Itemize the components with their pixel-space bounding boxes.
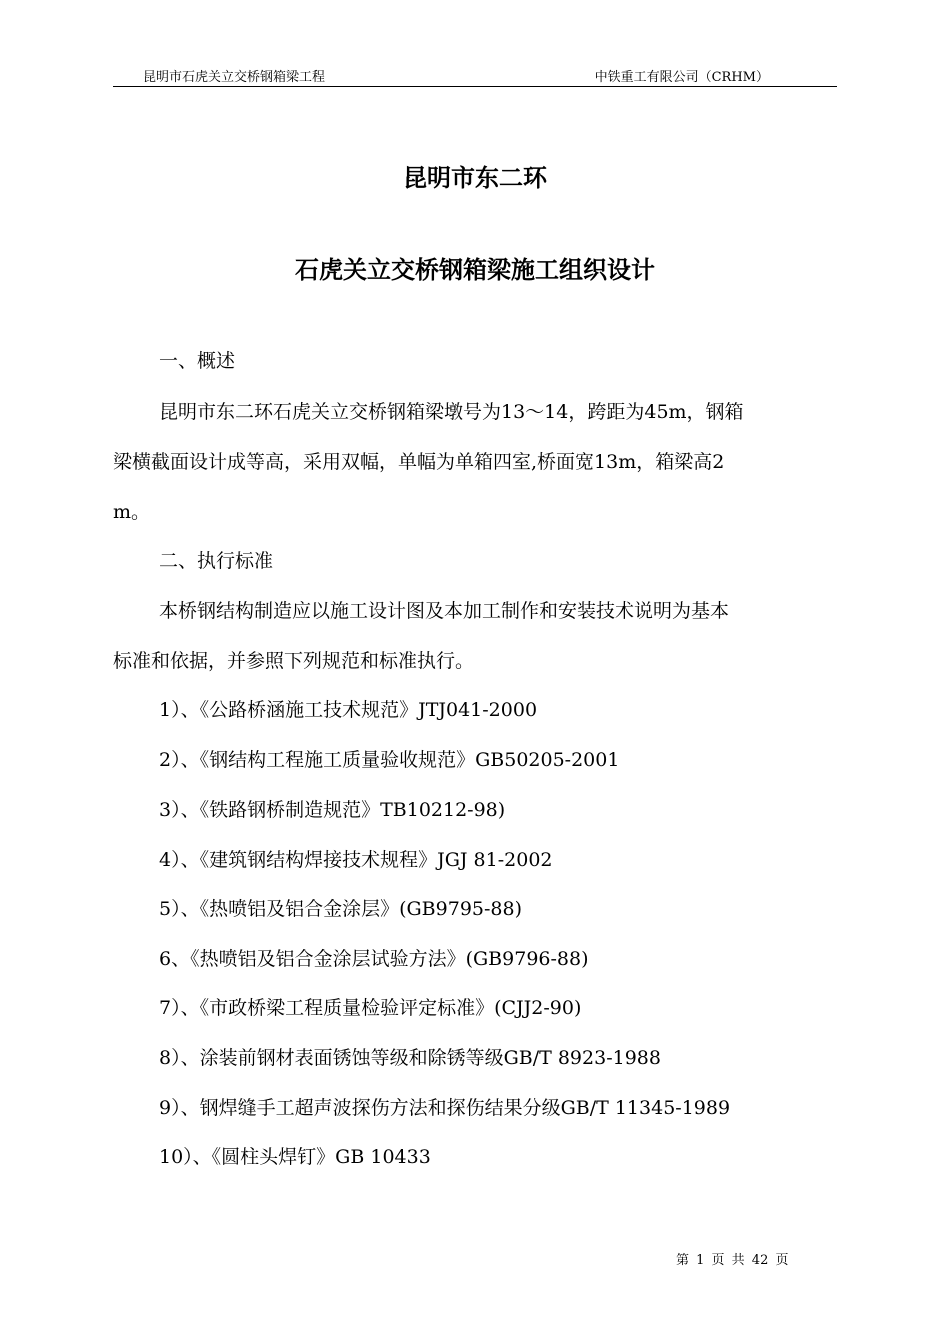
standard-item: 3）、《铁路钢桥制造规范》TB10212-98)	[159, 799, 506, 821]
standard-item: 10）、《圆柱头焊钉》GB 10433	[159, 1146, 431, 1168]
section2-paragraph-line2: 标准和依据，并参照下列规范和标准执行。	[113, 650, 475, 672]
section1-paragraph-line3: m。	[113, 501, 151, 523]
section1-paragraph-line2: 梁横截面设计成等高，采用双幅，单幅为单箱四室,桥面宽13m，箱梁高2	[113, 451, 725, 473]
section1-heading: 一、概述	[159, 350, 236, 372]
standard-item: 9）、钢焊缝手工超声波探伤方法和探伤结果分级GB/T 11345-1989	[159, 1097, 731, 1119]
standard-item: 6、《热喷铝及铝合金涂层试验方法》(GB9796-88)	[159, 948, 589, 970]
standard-item: 7）、《市政桥梁工程质量检验评定标准》(CJJ2-90)	[159, 997, 582, 1019]
standard-item: 4）、《建筑钢结构焊接技术规程》JGJ 81-2002	[159, 849, 553, 871]
standard-item: 2）、《钢结构工程施工质量验收规范》GB50205-2001	[159, 749, 620, 771]
standard-item: 1）、《公路桥涵施工技术规范》JTJ041-2000	[159, 699, 538, 721]
section1-paragraph-line1: 昆明市东二环石虎关立交桥钢箱梁墩号为13～14，跨距为45m，钢箱	[159, 401, 744, 423]
section2-paragraph-line1: 本桥钢结构制造应以施工设计图及本加工制作和安装技术说明为基本	[159, 600, 730, 622]
page-header	[113, 64, 837, 87]
header-project-name: 昆明市石虎关立交桥钢箱梁工程	[143, 70, 326, 85]
header-company-name: 中铁重工有限公司（CRHM）	[594, 70, 769, 85]
standard-item: 8）、涂装前钢材表面锈蚀等级和除锈等级GB/T 8923-1988	[159, 1047, 661, 1069]
section2-heading: 二、执行标准	[159, 550, 274, 572]
page-number: 第 1 页 共 42 页	[676, 1253, 789, 1268]
document-title-line1: 昆明市东二环	[403, 163, 547, 192]
standard-item: 5）、《热喷铝及铝合金涂层》(GB9795-88)	[159, 898, 523, 920]
document-title-line2: 石虎关立交桥钢箱梁施工组织设计	[295, 255, 655, 284]
